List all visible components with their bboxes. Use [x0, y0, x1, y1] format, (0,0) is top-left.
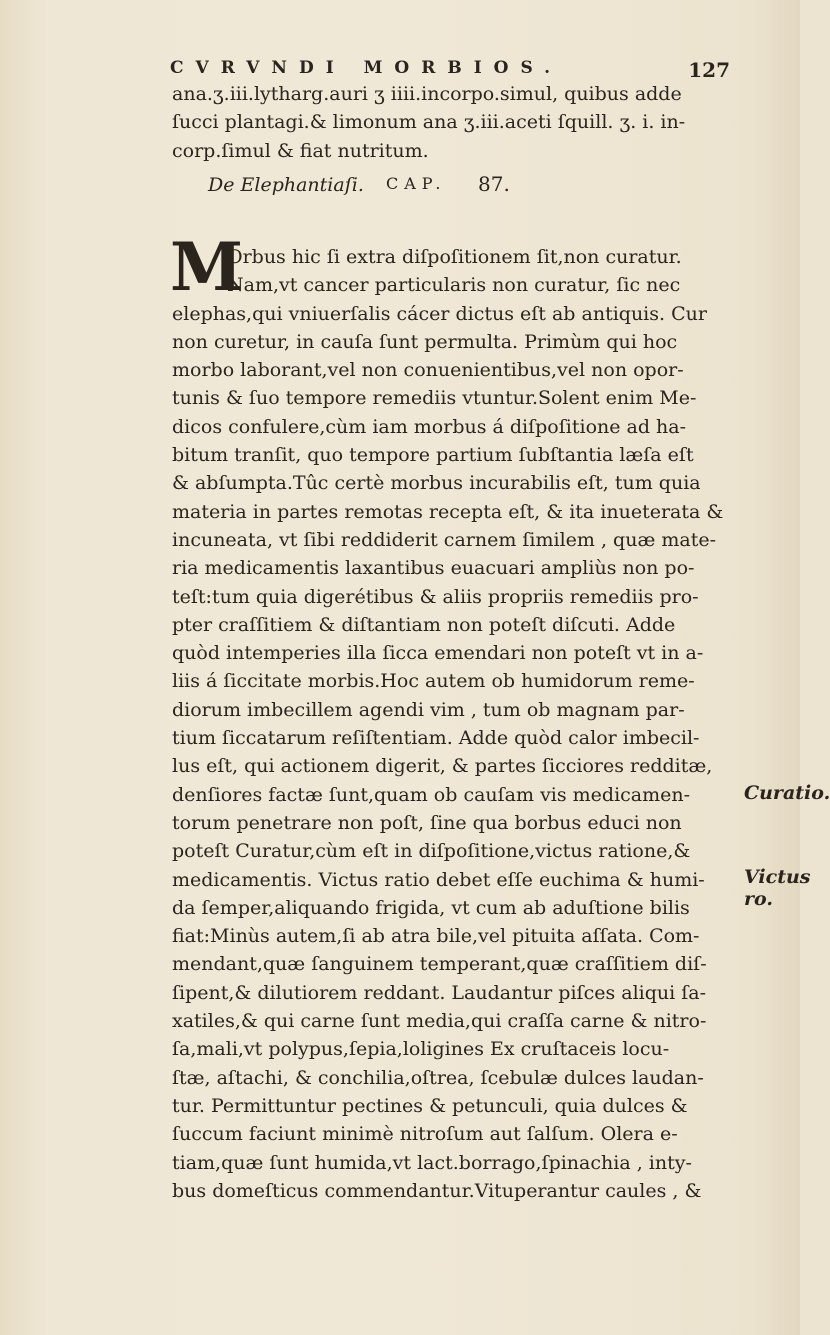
chapter-number: 87. [478, 172, 510, 196]
margin-note-curatio: Curatio. [744, 782, 830, 804]
margin-note-victus: Victus ro. [744, 866, 811, 910]
text-line: diorum imbecillem agendi vim , tum ob magnam par- [172, 698, 685, 721]
text-line: tur. Permittuntur pectines & petunculi, quia dulces & [172, 1094, 688, 1117]
text-line: Orbus hic ſi extra diſpoſitionem ſit,non curatur. [227, 246, 682, 268]
text-line: tium ſiccatarum reſiſtentiam. Adde quòd calor imbecil- [172, 727, 700, 750]
text-line: morbo laborant,vel non conuenientibus,vel non opor- [172, 359, 684, 382]
text-line: non curetur, in cauſa ſunt permulta. Primùm qui hoc [172, 330, 678, 353]
chapter-title: De Elephantiaſi. [208, 174, 364, 196]
page-number: 127 [688, 58, 730, 82]
text-line: dicos confulere,cùm iam morbus á diſpoſitione ad ha- [172, 415, 687, 438]
text-line: bus domeſticus commendantur.Vituperantur caules , & [172, 1179, 702, 1202]
continued-recipe [172, 80, 732, 165]
text-line: pter craſſitiem & diſtantiam non poteſt diſcuti. Adde [172, 613, 676, 636]
text-line: Nam,vt cancer particularis non curatur, ſic nec [227, 274, 681, 297]
text-line: & abſumpta.Tûc certè morbus incurabilis eſt, tum quia [172, 472, 701, 495]
chapter-body [170, 228, 742, 1205]
text-line: ſtæ, aſtachi, & conchilia,oſtrea, ſcebulæ dulces laudan- [172, 1066, 704, 1089]
text-line: elephas,qui vniuerſalis cácer dictus eſt ab antiquis. Cur [172, 302, 707, 325]
text-line: xatiles,& qui carne ſunt media,qui craſſa carne & nitro- [172, 1010, 707, 1033]
text-line: ſucci plantagi.& limonum ana ʒ.iii.aceti ſquill. ʒ. i. in- [172, 111, 686, 134]
text-line: incuneata, vt ſibi reddiderit carnem ſimilem , quæ mate- [172, 528, 716, 551]
text-line: liis á ſiccitate morbis.Hoc autem ob humidorum reme- [172, 670, 695, 693]
text-line: poteſt Curatur,cùm eſt in diſpoſitione,victus ratione,& [172, 840, 691, 863]
text-line: corp.ſimul & fiat nutritum. [172, 139, 429, 162]
text-line: tiam,quæ ſunt humida,vt lact.borrago,ſpinachia , inty- [172, 1151, 692, 1174]
text-line: mendant,quæ ſanguinem temperant,quæ craſſitiem diſ- [172, 953, 707, 976]
text-line: ria medicamentis laxantibus euacuari ampliùs non po- [172, 557, 695, 580]
text-line: ſuccum faciunt minimè nitroſum aut ſalſum. Olera e- [172, 1123, 678, 1146]
text-line: quòd intemperies illa ſicca emendari non poteſt vt in a- [172, 642, 704, 665]
drop-cap: M [170, 228, 244, 306]
text-line: ſa,mali,vt polypus,ſepia,loligines Ex cruſtaceis locu- [172, 1038, 670, 1061]
text-line: bitum tranſit, quo tempore partium ſubſtantia læſa eſt [172, 444, 694, 467]
text-line: ana.ʒ.iii.lytharg.auri ʒ iiii.incorpo.simul, quibus adde [172, 83, 682, 105]
text-line: denſiores factæ ſunt,quam ob cauſam vis medicamen- [172, 783, 691, 806]
text-line: da ſemper,aliquando frigida, vt cum ab aduſtione bilis [172, 896, 690, 919]
running-title: CVRVNDI MORBIOS. [170, 58, 563, 78]
text-line: torum penetrare non poſt, ſine qua borbus educi non [172, 811, 682, 834]
text-line: teſt:tum quia digerétibus & aliis propriis remediis pro- [172, 585, 699, 608]
chapter-label: CAP. [386, 174, 447, 193]
text-line: fiat:Minùs autem,ſi ab atra bile,vel pituita aſſata. Com- [172, 925, 700, 948]
text-line: lus eſt, qui actionem digerit, & partes ſicciores redditæ, [172, 755, 713, 778]
text-line: tunis & ſuo tempore remediis vtuntur.Solent enim Me- [172, 387, 697, 410]
chapter-heading [208, 174, 728, 204]
text-line: ſipent,& dilutiorem reddant. Laudantur piſces aliqui ſa- [172, 981, 707, 1004]
text-line: materia in partes remotas recepta eſt, & ita inueterata & [172, 500, 724, 523]
text-line: medicamentis. Victus ratio debet eſſe euchima & humi- [172, 868, 705, 891]
